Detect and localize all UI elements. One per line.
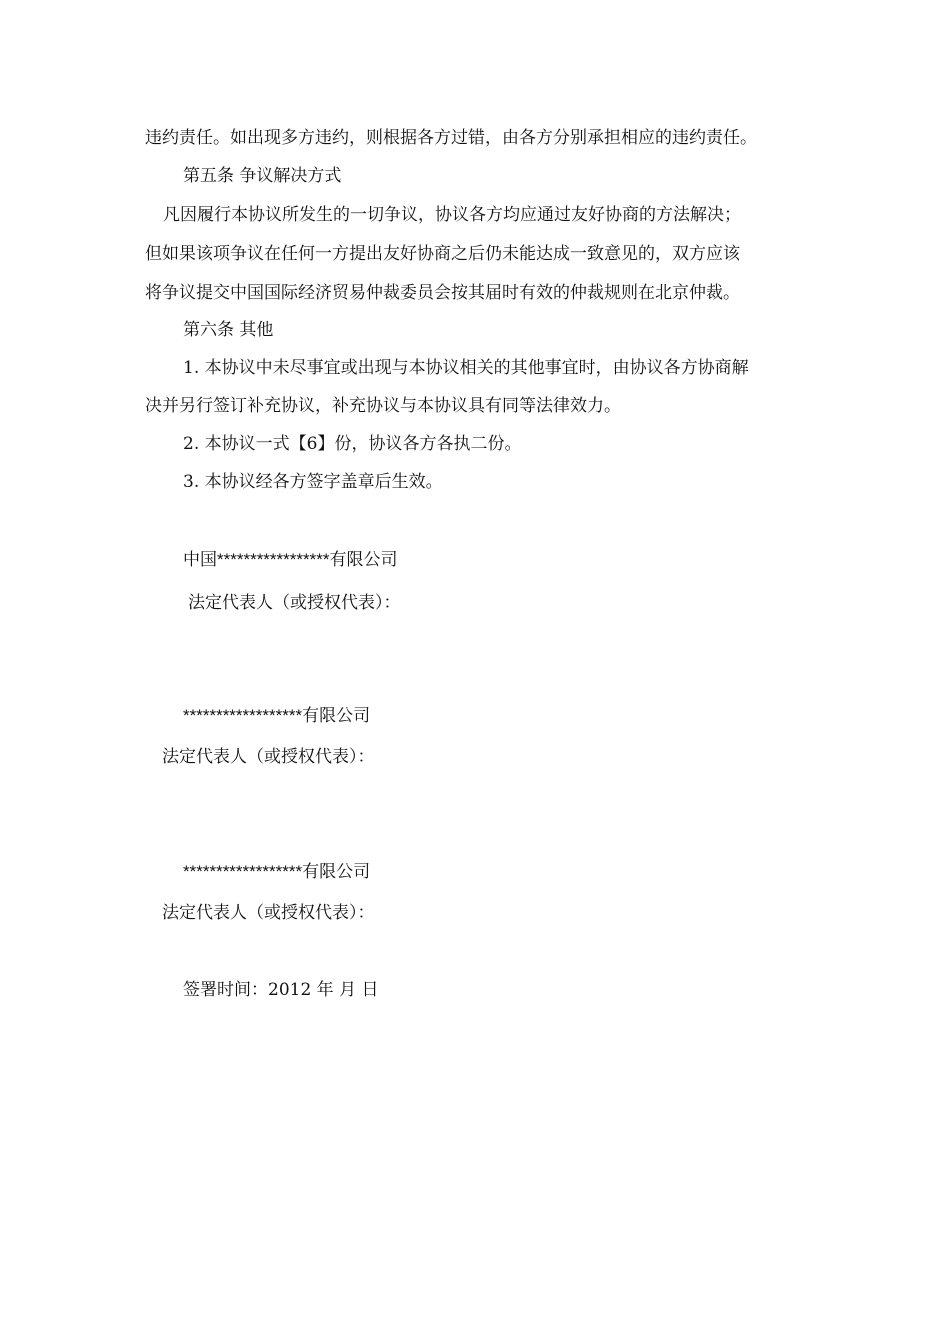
party-3-company-name: ******************有限公司 — [183, 862, 371, 881]
article-5-heading: 第五条 争议解决方式 — [183, 166, 342, 186]
party-1-company-name: 中国*****************有限公司 — [183, 550, 398, 569]
party-1-representative-label: 法定代表人（或授权代表）： — [188, 593, 401, 613]
item-1-line-1: 1. 本协议中未尽事宜或出现与本协议相关的其他事宜时，由协议各方协商解 — [183, 358, 749, 378]
item-3: 3. 本协议经各方签字盖章后生效。 — [183, 472, 443, 492]
item-1-line-2: 决并另行签订补充协议，补充协议与本协议具有同等法律效力。 — [145, 396, 621, 416]
article-6-heading: 第六条 其他 — [183, 320, 274, 340]
paragraph-dispute-line-2: 但如果该项争议在任何一方提出友好协商之后仍未能达成一致意见的，双方应该 — [145, 244, 740, 264]
paragraph-dispute-line-3: 将争议提交中国国际经济贸易仲裁委员会按其届时有效的仲裁规则在北京仲裁。 — [145, 283, 740, 303]
item-2: 2. 本协议一式【6】份，协议各方各执二份。 — [183, 434, 522, 454]
party-2-company-name: ******************有限公司 — [183, 706, 371, 725]
signing-date: 签署时间：2012 年 月 日 — [183, 980, 379, 1000]
paragraph-dispute-line-1: 凡因履行本协议所发生的一切争议，协议各方均应通过友好协商的方法解决； — [163, 205, 741, 225]
paragraph-breach-liability: 违约责任。如出现多方违约，则根据各方过错，由各方分别承担相应的违约责任。 — [145, 128, 757, 148]
party-2-representative-label: 法定代表人（或授权代表）： — [162, 747, 375, 767]
party-3-representative-label: 法定代表人（或授权代表）： — [162, 903, 375, 923]
